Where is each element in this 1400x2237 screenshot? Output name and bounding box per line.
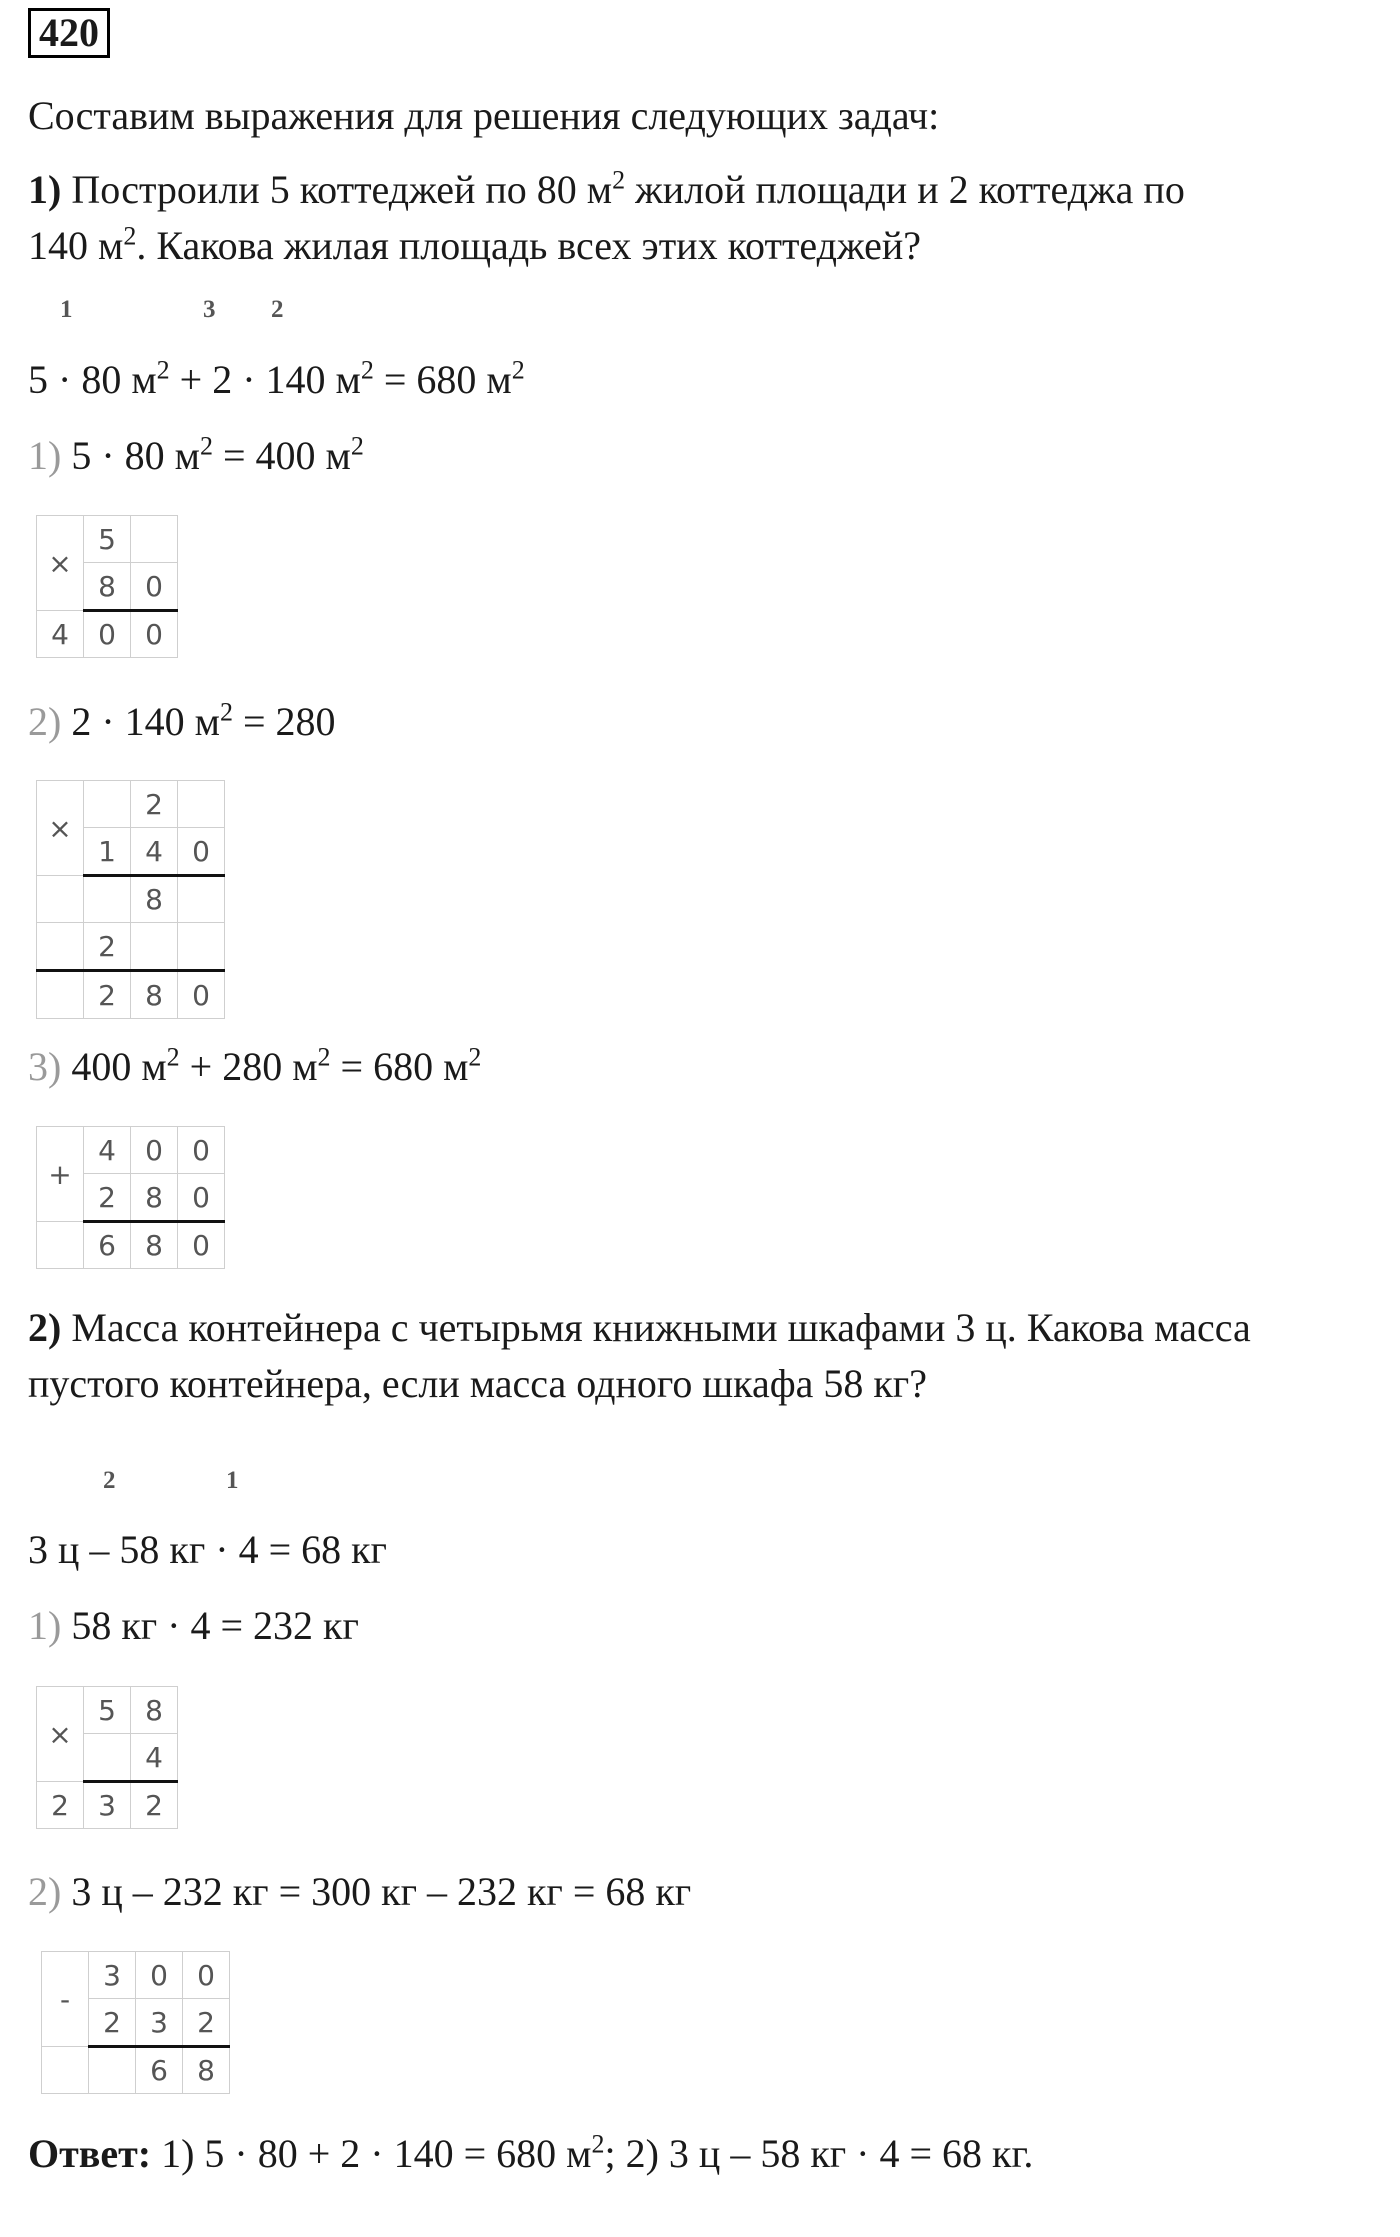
grid-cell bbox=[84, 876, 131, 923]
multiplication-grid-1 bbox=[36, 515, 178, 658]
order-mark: 1 bbox=[226, 1467, 239, 1494]
grid-cell: 2 bbox=[84, 971, 131, 1019]
grid-cell: 0 bbox=[84, 611, 131, 658]
grid-cell: 6 bbox=[84, 1222, 131, 1269]
subtraction-grid bbox=[41, 1951, 230, 2094]
grid-cell bbox=[37, 1222, 84, 1269]
times-sign: × bbox=[37, 516, 84, 611]
answer-line: Ответ: 1) 5 · 80 + 2 · 140 = 680 $м^2$; 2) 3 ц – 58 кг · 4 = 68 кг. bbox=[28, 2129, 1034, 2176]
grid-cell: 4 bbox=[37, 611, 84, 658]
grid-cell: 0 bbox=[178, 971, 225, 1019]
grid-cell bbox=[131, 516, 178, 563]
answer-label: Ответ: bbox=[28, 2131, 152, 2176]
grid-cell: 8 bbox=[183, 2047, 230, 2094]
grid-cell: 2 bbox=[84, 923, 131, 971]
grid-cell bbox=[84, 1734, 131, 1782]
grid-cell bbox=[178, 781, 225, 828]
problem-number: 420 bbox=[28, 8, 110, 58]
grid-cell: 0 bbox=[178, 1127, 225, 1174]
task2-expression: 3 ц – 58 кг · 4 = 68 кг bbox=[28, 1527, 387, 1572]
minus-sign: - bbox=[42, 1952, 89, 2047]
task2-number: 2) bbox=[28, 1305, 62, 1350]
grid-cell: 2 bbox=[131, 1782, 178, 1829]
intro-text: Составим выражения для решения следующих задач: bbox=[28, 93, 940, 138]
grid-cell: 8 bbox=[84, 563, 131, 611]
grid-cell bbox=[37, 923, 84, 971]
grid-cell: 0 bbox=[178, 1174, 225, 1222]
task2-step1: 1) 58 кг · 4 = 232 кг bbox=[28, 1603, 359, 1648]
task1-statement-line1: 1) Построили 5 коттеджей по 80 $м^2$ жилой площади и 2 коттеджа по bbox=[28, 165, 1185, 212]
order-mark: 1 bbox=[60, 296, 73, 323]
grid-cell bbox=[131, 923, 178, 971]
grid-cell: 0 bbox=[131, 1127, 178, 1174]
grid-cell: 8 bbox=[131, 1222, 178, 1269]
grid-cell: 2 bbox=[89, 1999, 136, 2047]
multiplication-grid-2 bbox=[36, 780, 225, 1019]
grid-cell: 4 bbox=[84, 1127, 131, 1174]
grid-cell: 3 bbox=[89, 1952, 136, 1999]
task1-step1: 1) 5 · 80 $м^2 = 400$ $м^2$ bbox=[28, 431, 364, 478]
grid-cell bbox=[42, 2047, 89, 2094]
grid-cell: 4 bbox=[131, 828, 178, 876]
grid-cell: 2 bbox=[131, 781, 178, 828]
grid-cell: 0 bbox=[136, 1952, 183, 1999]
grid-cell: 0 bbox=[131, 611, 178, 658]
grid-cell bbox=[84, 781, 131, 828]
grid-cell: 5 bbox=[84, 516, 131, 563]
grid-cell: 4 bbox=[131, 1734, 178, 1782]
task1-expression: 5 · 80 $м^2 + 2 \cdot 140$ $м^2 = 680$ $м^2$ bbox=[28, 355, 525, 402]
order-mark: 3 bbox=[203, 296, 216, 323]
order-mark: 2 bbox=[103, 1467, 116, 1494]
order-mark: 2 bbox=[271, 296, 284, 323]
grid-cell: 2 bbox=[37, 1782, 84, 1829]
grid-cell: 1 bbox=[84, 828, 131, 876]
plus-sign: + bbox=[37, 1127, 84, 1222]
task1-step3: 3) 400 $м^2 + 280$ $м^2 = 680$ $м^2$ bbox=[28, 1042, 482, 1089]
grid-cell: 5 bbox=[84, 1687, 131, 1734]
grid-cell bbox=[89, 2047, 136, 2094]
times-sign: × bbox=[37, 781, 84, 876]
grid-cell: 3 bbox=[136, 1999, 183, 2047]
grid-cell: 8 bbox=[131, 971, 178, 1019]
grid-cell: 8 bbox=[131, 876, 178, 923]
grid-cell bbox=[178, 876, 225, 923]
task2-statement-line2: пустого контейнера, если масса одного шкафа 58 кг? bbox=[28, 1361, 927, 1406]
times-sign: × bbox=[37, 1687, 84, 1782]
grid-cell: 2 bbox=[183, 1999, 230, 2047]
task1-statement-line2: 140 $м^2$. Какова жилая площадь всех этих коттеджей? bbox=[28, 221, 922, 268]
grid-cell bbox=[178, 923, 225, 971]
task1-number: 1) bbox=[28, 167, 62, 212]
grid-cell bbox=[37, 971, 84, 1019]
multiplication-grid-3 bbox=[36, 1686, 178, 1829]
grid-cell: 8 bbox=[131, 1687, 178, 1734]
addition-grid bbox=[36, 1126, 225, 1269]
grid-cell: 0 bbox=[178, 1222, 225, 1269]
grid-cell: 2 bbox=[84, 1174, 131, 1222]
grid-cell: 3 bbox=[84, 1782, 131, 1829]
task1-step2: 2) 2 · 140 $м^2 = 280$ bbox=[28, 697, 336, 744]
grid-cell: 0 bbox=[183, 1952, 230, 1999]
grid-cell bbox=[37, 876, 84, 923]
grid-cell: 0 bbox=[178, 828, 225, 876]
grid-cell: 6 bbox=[136, 2047, 183, 2094]
task2-statement-line1: 2) Масса контейнера с четырьмя книжными шкафами 3 ц. Какова масса bbox=[28, 1305, 1251, 1350]
grid-cell: 8 bbox=[131, 1174, 178, 1222]
task2-step2: 2) 3 ц – 232 кг = 300 кг – 232 кг = 68 кг bbox=[28, 1869, 692, 1914]
grid-cell: 0 bbox=[131, 563, 178, 611]
